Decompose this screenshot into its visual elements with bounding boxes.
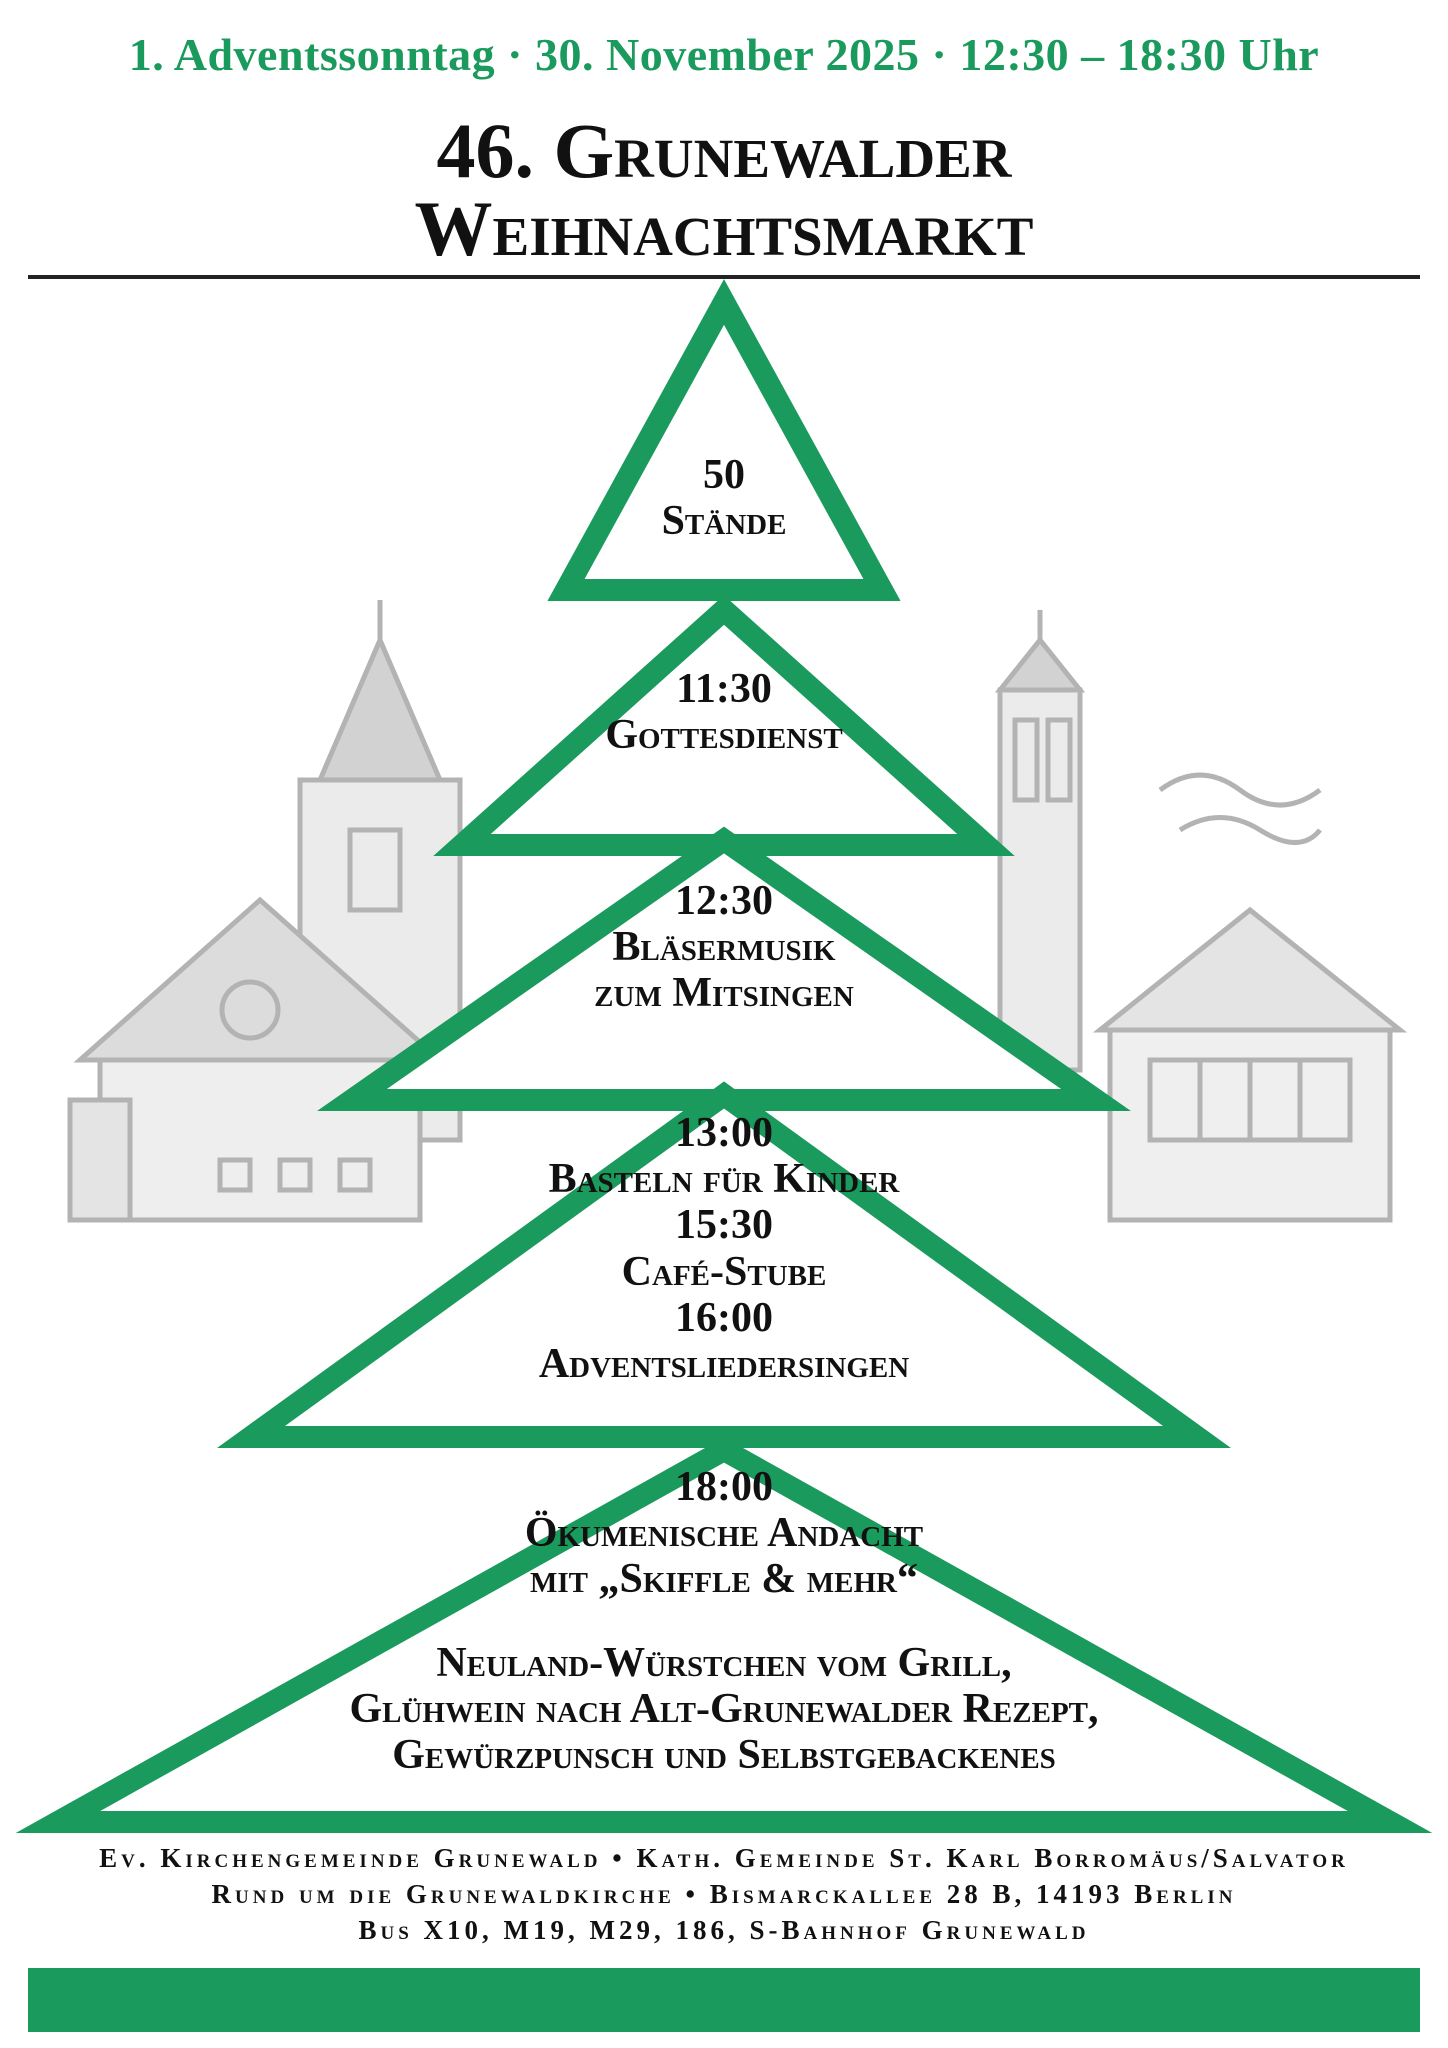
crafts-label: Basteln für Kinder (548, 1156, 900, 1203)
devotion-time: 18:00 (675, 1464, 773, 1510)
footer-line-2: Rund um die Grunewaldkirche • Bismarckallee 28 B, 14193 Berlin (211, 1879, 1237, 1909)
service-time: 11:30 (676, 666, 772, 712)
food-line-3: Gewürzpunsch und Selbstgebackenes (392, 1732, 1056, 1779)
food-line-1: Neuland-Würstchen vom Grill, (436, 1640, 1012, 1686)
tier-3-content (0, 878, 1448, 1017)
carols-time: 16:00 (675, 1294, 773, 1341)
footer-line-3: Bus X10, M19, M29, 186, S-Bahnhof Grunewald (358, 1915, 1090, 1945)
footer-line-1: Ev. Kirchengemeinde Grunewald • Kath. Gemeinde St. Karl Borromäus/Salvator (99, 1843, 1349, 1873)
cafe-time: 15:30 (675, 1202, 773, 1249)
title-line-1: 46. Grunewalder (436, 107, 1012, 194)
brass-label-line1: Bläsermusik (612, 924, 836, 971)
cafe-label: Café-Stube (621, 1248, 827, 1295)
tier-4-content (0, 1110, 1448, 1387)
food-info (0, 1640, 1448, 1779)
date-time-line: 1. Adventssonntag · 30. November 2025 · 12:30 – 18:30 Uhr (128, 29, 1320, 80)
stands-label: Stände (661, 498, 787, 545)
tier-5-content (0, 1464, 1448, 1603)
bottom-green-bar (28, 1968, 1420, 2032)
tier-1-content (0, 452, 1448, 544)
brass-label-line2: zum Mitsingen (594, 970, 854, 1017)
tier-2-content (0, 666, 1448, 758)
brass-time: 12:30 (675, 878, 773, 924)
crafts-time: 13:00 (675, 1110, 773, 1156)
devotion-label-line2: mit „Skiffle & mehr“ (529, 1556, 919, 1603)
carols-label: Adventsliedersingen (538, 1340, 910, 1387)
title-line-2: Weihnachtsmarkt (414, 185, 1034, 272)
food-line-2: Glühwein nach Alt-Grunewalder Rezept, (349, 1686, 1099, 1733)
service-label: Gottesdienst (605, 712, 843, 759)
footer-address (0, 1840, 1448, 1948)
tree-tier-1 (566, 302, 882, 590)
stands-count: 50 (703, 452, 745, 498)
devotion-label-line1: Ökumenische Andacht (524, 1510, 924, 1557)
